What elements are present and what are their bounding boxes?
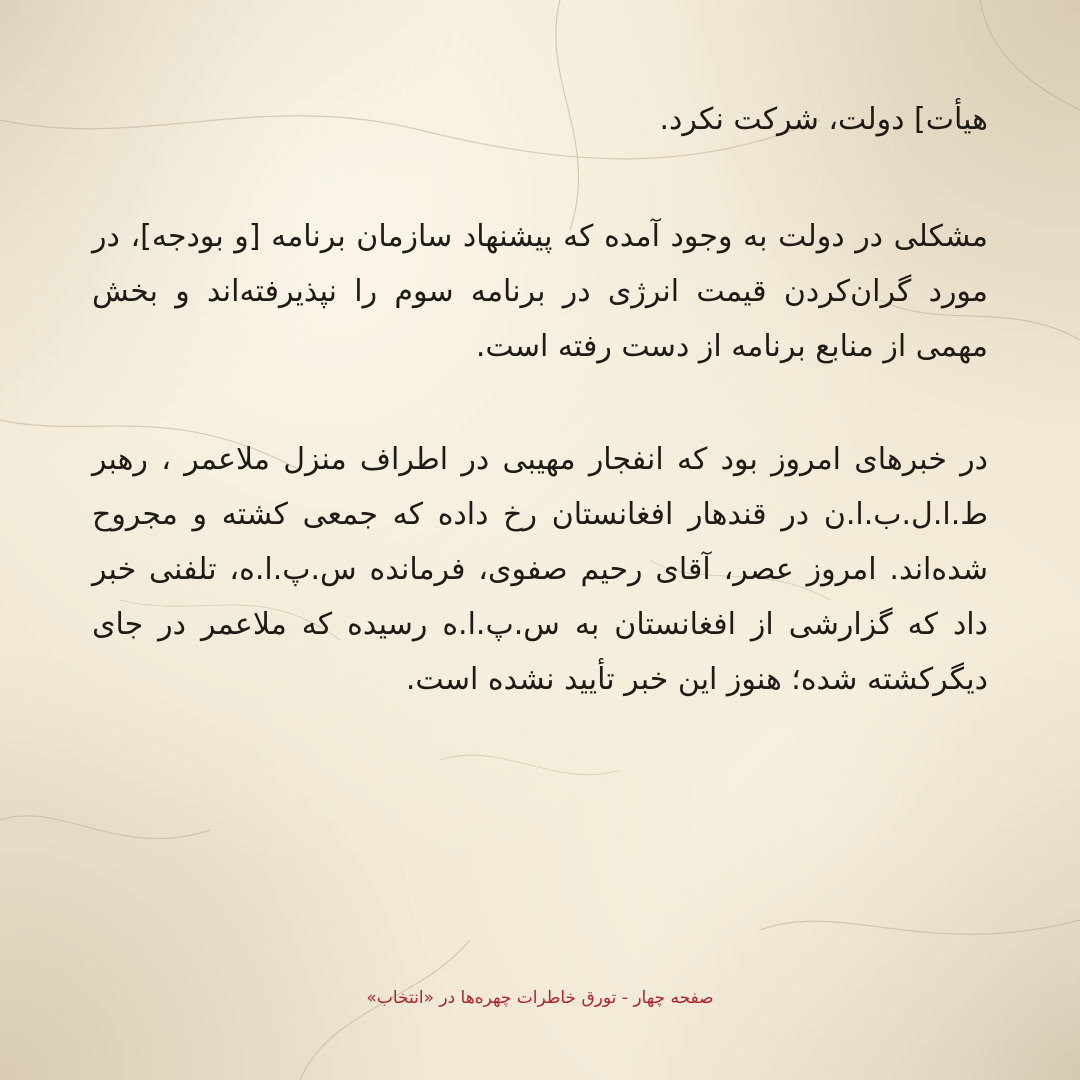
paragraph-1: هیأت] دولت، شرکت نکرد. [659,102,988,137]
page-body [92,92,988,707]
paragraph-2: مشکلی در دولت به وجود آمده که پیشنهاد سازمان برنامه [و بودجه]، در مورد گران‌کردن قیمت انرژی در برنامه سوم را نپذیرفته‌اند و بخش مهمی از منابع برنامه از دست رفته است. [92,219,988,364]
paragraph-3: در خبرهای امروز بود که انفجار مهیبی در اطراف منزل ملاعمر ، رهبر ط.ا.ل.ب.ا.ن در قندهار افغانستان رخ داده که جمعی کشته و مجروح شده‌اند. امروز عصر، آقای رحیم صفوی، فرمانده س.پ.ا.ه، تلفنی خبر داد که گزارشی از افغانستان به س.پ.ا.ه رسیده که ملاعمر در جای دیگرکشته شده؛ هنوز این خبر تأیید نشده است. [92,442,988,697]
page-footer: صفحه چهار - تورق خاطرات چهره‌ها در «انتخاب» [366,988,714,1008]
paragraph-gap [92,374,988,432]
paragraph-gap [92,147,988,209]
